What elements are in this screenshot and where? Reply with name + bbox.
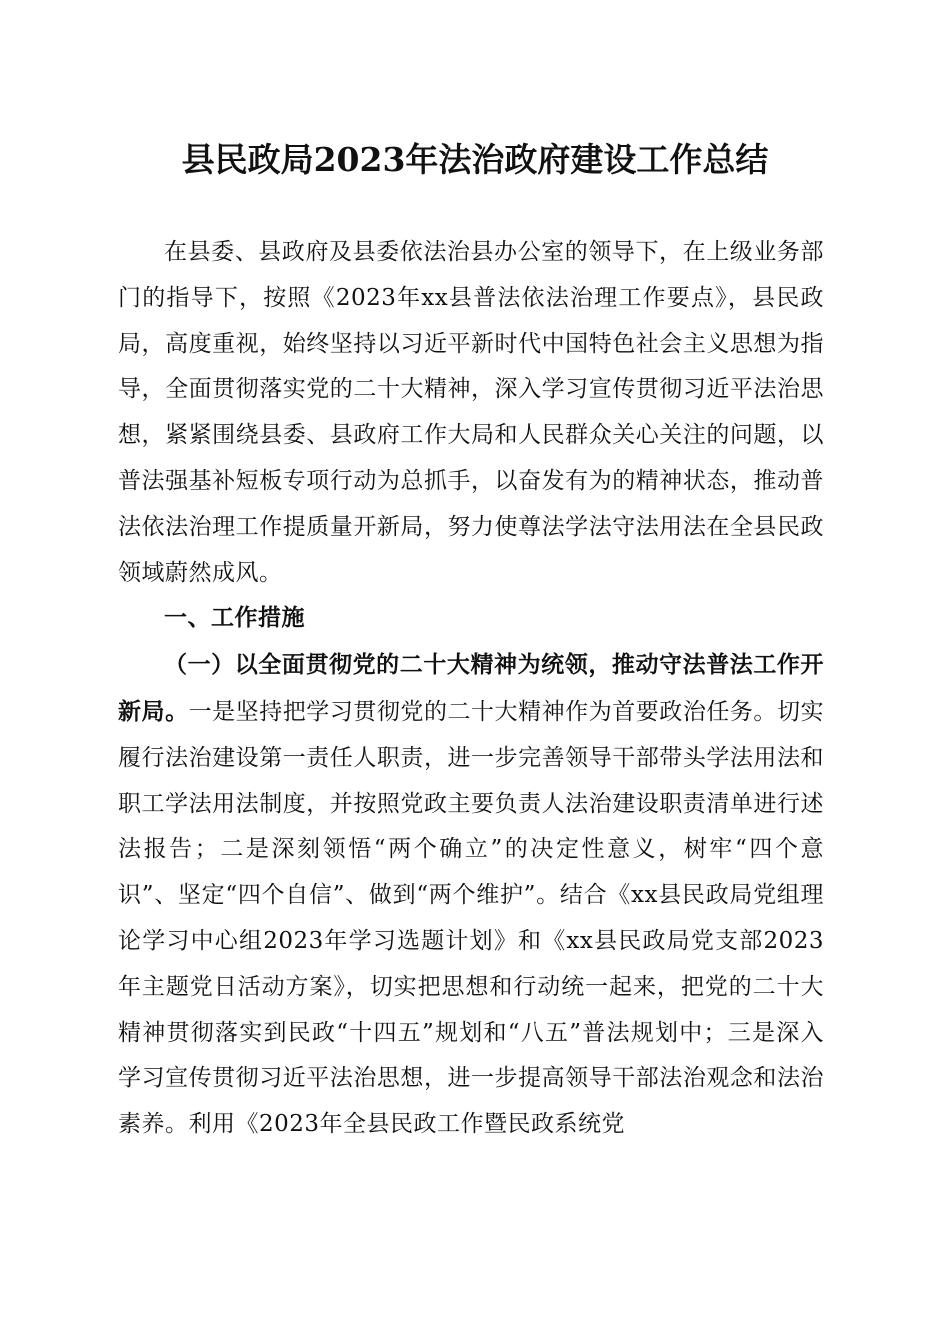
section-heading-work-measures: 一、工作措施 bbox=[164, 605, 305, 632]
intro-paragraph: 在县委、县政府及县委依法治县办公室的领导下，在上级业务部门的指导下，按照《2023年xx县普法依法治理工作要点》，县民政局，高度重视，始终坚持以习近平新时代中国特色社会主义思想为指导，全面贯彻落实党的二十大精神，深入学习宣传贯彻习近平法治思想，紧紧围绕县委、县政府工作大局和人民群众关心关注的问题，以普法强基补短板专项行动为总抓手，以奋发有为的精神状态，推动普法依法治理工作提质量开新局，努力使尊法学法守法用法在全县民政领域蔚然成风。 bbox=[118, 239, 824, 586]
document-title: 县民政局2023年法治政府建设工作总结 bbox=[181, 140, 769, 179]
subsection-body: 一是坚持把学习贯彻党的二十大精神作为首要政治任务。切实履行法治建设第一责任人职责，进一步完善领导干部带头学法用法和职工学法用法制度，并按照党政主要负责人法治建设职责清单进行述法报告；二是深刻领悟“两个确立”的决定性意义，树牢“四个意识”、坚定“四个自信”、做到“两个维护”。结合《xx县民政局党组理论学习中心组2023年学习选题计划》和《xx县民政局党支部2023年主题党日活动方案》，切实把思想和行动统一起来，把党的二十大精神贯彻落实到民政“十四五”规划和“八五”普法规划中；三是深入学习宣传贯彻习近平法治思想，进一步提高领导干部法治观念和法治素养。利用《2023年全县民政工作暨民政系统党 bbox=[118, 698, 825, 1138]
subsection-lead: （一）以全面贯彻党的二十大精神为统领，推动守法普法工作开新局。 bbox=[118, 651, 824, 725]
subsection-paragraph bbox=[118, 642, 824, 1148]
document-body bbox=[118, 230, 824, 1148]
